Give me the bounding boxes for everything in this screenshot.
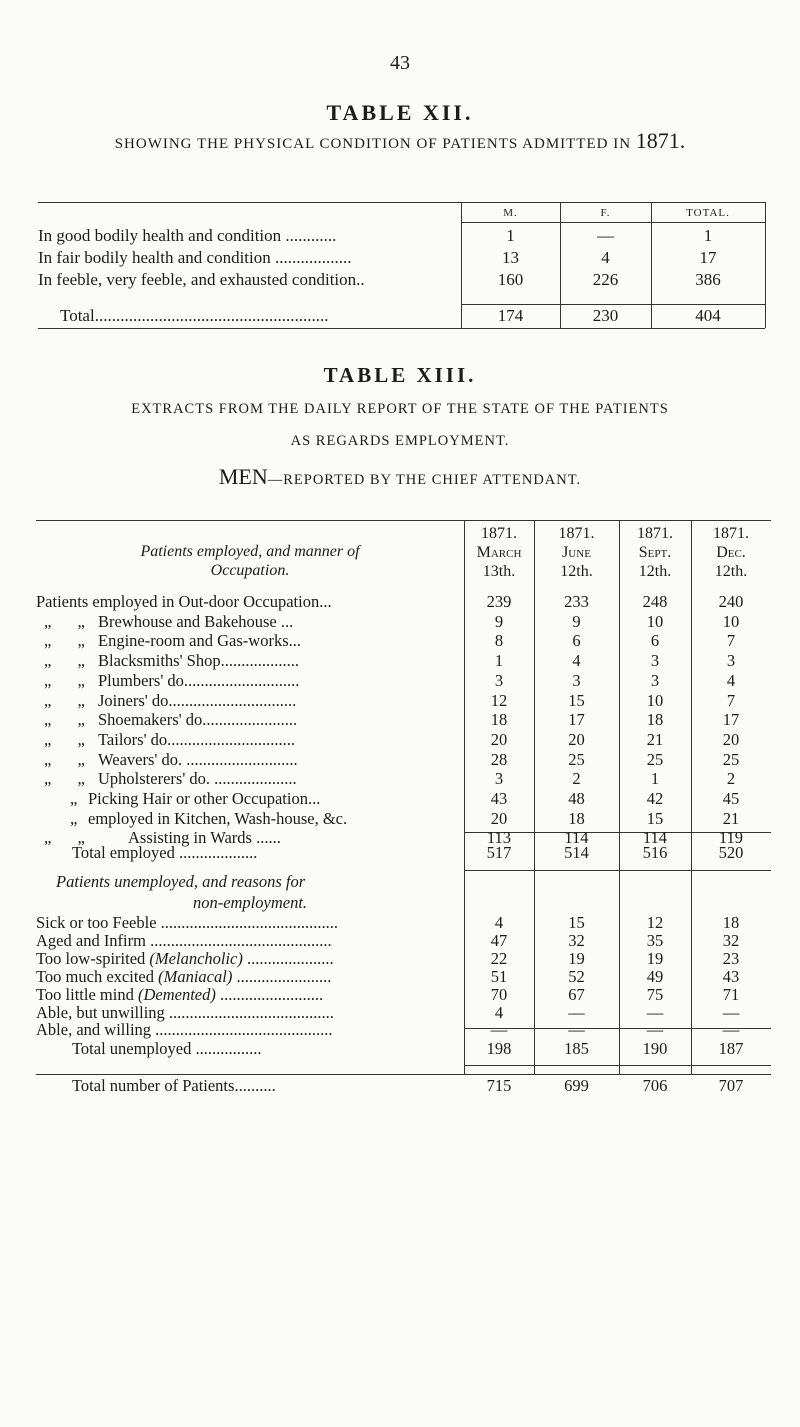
row-label: Picking Hair or other Occupation...	[88, 789, 321, 808]
table-xii-subtitle	[0, 128, 800, 154]
cell-june: 114	[564, 828, 589, 848]
col-day: 12th.	[560, 563, 593, 580]
cell-june: —	[568, 1002, 585, 1022]
cell-march: —	[490, 1020, 508, 1040]
col-june-header	[534, 524, 619, 581]
ditto-marks: „ „	[44, 710, 85, 730]
row-label: Aged and Infirm ............................................	[36, 930, 332, 950]
row-label: employed in Kitchen, Wash-house, &c.	[88, 808, 348, 828]
cell-dec: 45	[722, 789, 740, 808]
cell-june: 4	[572, 651, 581, 671]
col-month: Sept.	[638, 544, 672, 561]
cell-march: 239	[486, 592, 512, 611]
cell-sept: 49	[646, 966, 664, 986]
cell-march: 28	[490, 749, 508, 769]
cell-dec: 3	[726, 651, 736, 671]
ditto-marks: „ „	[44, 631, 85, 651]
unemployed-heading-2: non-employment.	[192, 893, 308, 912]
row-label: Able, but unwilling ........................................	[36, 1002, 334, 1022]
table-xii-subtitle-year: 1871.	[635, 128, 686, 153]
cell-march: 715	[486, 1076, 512, 1095]
cell-m: 1	[506, 226, 515, 245]
cell-dec: —	[722, 1020, 740, 1040]
cell-dec: 20	[722, 729, 740, 749]
cell-dec: 25	[722, 749, 740, 769]
cell-dec: 71	[722, 984, 740, 1004]
cell-m: 160	[497, 270, 524, 289]
cell-dec: 4	[726, 670, 736, 690]
cell-june: 25	[568, 749, 585, 769]
cell-sept: 3	[650, 670, 660, 690]
cell-sept: 21	[646, 729, 664, 749]
table-row	[38, 226, 765, 248]
cell-dec: 2	[726, 769, 736, 789]
cell-june: 3	[572, 670, 581, 690]
label-text: Too low-spirited	[36, 948, 150, 968]
cell-dec: 119	[718, 828, 744, 848]
total-employed-row	[36, 843, 771, 867]
ditto-marks: „	[70, 808, 78, 828]
label-leader: .........................	[215, 984, 324, 1004]
cell-march: 70	[490, 984, 508, 1004]
table-row	[38, 248, 765, 270]
ditto-marks: „ „	[44, 769, 85, 789]
cell-june: 185	[564, 1039, 589, 1058]
row-label: Tailors' do...............................	[98, 729, 296, 749]
cell-dec: 10	[722, 611, 740, 631]
header-occupation	[36, 542, 464, 580]
ditto-marks: „ „	[44, 828, 85, 848]
cell-sept: 114	[642, 828, 668, 848]
cell-june: 48	[568, 789, 585, 808]
label-text: Too little mind	[36, 984, 138, 1004]
col-sept-header	[619, 524, 691, 581]
row-label: Brewhouse and Bakehouse ...	[98, 611, 294, 631]
cell-m: 13	[502, 248, 519, 267]
cell-june: 15	[568, 690, 585, 710]
cell-june: 67	[568, 984, 585, 1004]
col-year: 1871.	[713, 525, 749, 542]
cell-sept: 25	[646, 749, 664, 769]
total-unemployed-row	[36, 1039, 771, 1063]
cell-dec: 32	[722, 930, 740, 950]
total-patients-label: Total number of Patients..........	[72, 1076, 276, 1095]
row-label: Engine-room and Gas-works...	[98, 631, 301, 651]
col-f-header: F.	[600, 207, 611, 219]
cell-sept: —	[646, 1002, 664, 1022]
cell-dec: 240	[718, 592, 744, 611]
label-leader: .....................	[242, 948, 334, 968]
row-label: In good bodily health and condition ............	[38, 226, 337, 245]
cell-march: 3	[494, 769, 504, 789]
ditto-marks: „ „	[44, 749, 85, 769]
col-day: 12th.	[714, 563, 748, 580]
cell-sept: 6	[650, 631, 660, 651]
cell-dec: 17	[722, 710, 740, 730]
cell-june: 32	[568, 930, 585, 950]
men-heading: MEN	[218, 464, 268, 489]
cell-total: 1	[703, 226, 713, 245]
cell-june: 18	[568, 808, 585, 828]
cell-total: 17	[699, 248, 717, 267]
col-march-header	[464, 524, 534, 581]
cell-sept: —	[646, 1020, 664, 1040]
cell-june: 15	[568, 913, 585, 932]
cell-sept: 75	[646, 984, 664, 1004]
col-month: June	[562, 544, 591, 561]
unemployed-heading-1: Patients unemployed, and reasons for	[56, 872, 306, 891]
cell-dec: 21	[722, 808, 740, 828]
cell-march: 113	[486, 828, 512, 848]
total-unemployed-label: Total unemployed ................	[72, 1039, 262, 1058]
cell-june: 20	[568, 729, 585, 749]
row-label: Shoemakers' do.......................	[98, 710, 298, 730]
reported-by: —REPORTED BY THE CHIEF ATTENDANT.	[267, 472, 582, 488]
cell-june: 514	[564, 843, 589, 862]
row-label: Upholsterers' do. ....................	[98, 769, 297, 789]
cell-sept: 19	[646, 948, 664, 968]
col-year: 1871.	[637, 525, 673, 542]
cell-march: 22	[490, 948, 508, 968]
cell-march: 517	[486, 843, 512, 862]
row-label: Weavers' do. ...........................	[98, 749, 298, 769]
cell-march: 20	[490, 729, 508, 749]
row-label: In feeble, very feeble, and exhausted condition..	[38, 270, 365, 289]
cell-m: 174	[497, 306, 524, 325]
table-row	[38, 270, 765, 292]
cell-june: 19	[568, 948, 585, 968]
cell-june: 17	[568, 710, 585, 730]
ditto-marks: „ „	[44, 690, 85, 710]
label-italic: (Maniacal)	[158, 966, 233, 986]
row-label: Able, and willing ...........................................	[36, 1020, 333, 1040]
cell-march: 12	[490, 690, 508, 710]
cell-june: —	[568, 1020, 585, 1040]
cell-sept: 190	[642, 1039, 668, 1058]
ditto-marks: „	[70, 789, 78, 808]
cell-dec: 7	[726, 690, 736, 710]
cell-march: 198	[486, 1039, 512, 1058]
cell-total: 404	[695, 306, 721, 325]
cell-sept: 10	[646, 690, 664, 710]
cell-dec: 7	[726, 631, 736, 651]
cell-total: 386	[695, 270, 721, 289]
ditto-marks: „ „	[44, 670, 85, 690]
cell-sept: 15	[646, 808, 664, 828]
col-year: 1871.	[481, 525, 517, 542]
cell-dec: 520	[718, 843, 744, 862]
cell-sept: 42	[646, 789, 664, 808]
col-day: 12th.	[638, 563, 672, 580]
col-month: March	[476, 544, 522, 561]
cell-march: 9	[494, 611, 504, 631]
row-label: Patients employed in Out-door Occupation...	[36, 592, 332, 611]
row-label: Joiners' do...............................	[98, 690, 297, 710]
cell-june: 9	[572, 611, 581, 631]
cell-march: 8	[494, 631, 504, 651]
cell-sept: 1	[650, 769, 660, 789]
table-xiii	[36, 520, 771, 1095]
cell-june: 2	[572, 769, 581, 789]
cell-f: 226	[592, 270, 619, 289]
table-xii	[38, 202, 765, 330]
cell-sept: 18	[646, 710, 664, 730]
cell-march: 20	[490, 808, 508, 828]
cell-f: —	[597, 226, 614, 245]
header-line-2: Occupation.	[210, 562, 290, 579]
cell-march: 51	[490, 966, 508, 986]
row-label: Assisting in Wards ......	[128, 828, 281, 848]
table-xiii-subtitle-3	[0, 464, 800, 490]
ditto-marks: „ „	[44, 729, 85, 749]
row-label: Plumbers' do............................	[98, 670, 300, 690]
total-employed-label: Total employed ...................	[72, 843, 258, 862]
total-label: Total.......................................................	[60, 306, 329, 325]
cell-dec: 23	[722, 948, 740, 968]
header-line-1: Patients employed, and manner of	[140, 543, 360, 560]
col-month: Dec.	[716, 544, 746, 561]
col-total-header: TOTAL.	[686, 207, 730, 219]
cell-f: 4	[601, 248, 610, 267]
table-xiii-subtitle-1: EXTRACTS FROM THE DAILY REPORT OF THE STATE OF THE PATIENTS	[131, 401, 669, 417]
cell-f: 230	[592, 306, 619, 325]
cell-march: 3	[494, 670, 504, 690]
page-number: 43	[390, 52, 410, 74]
table-xiii-subtitle-2: AS REGARDS EMPLOYMENT.	[290, 433, 510, 449]
cell-dec: 707	[718, 1076, 744, 1095]
cell-june: 52	[568, 966, 585, 986]
cell-june: 233	[564, 592, 589, 611]
cell-dec: 18	[722, 913, 740, 932]
row-label: Sick or too Feeble ...........................................	[36, 913, 339, 932]
row-label: Blacksmiths' Shop...................	[98, 651, 299, 671]
cell-sept: 516	[642, 843, 668, 862]
table-total-row	[38, 306, 765, 328]
cell-march: 47	[490, 930, 508, 950]
col-day: 13th.	[482, 563, 516, 580]
cell-june: 699	[564, 1076, 589, 1095]
ditto-marks: „ „	[44, 611, 85, 631]
cell-dec: 187	[718, 1039, 744, 1058]
label-leader: .......................	[232, 966, 332, 986]
col-m-header: M.	[503, 207, 518, 219]
col-dec-header	[691, 524, 771, 581]
cell-sept: 3	[650, 651, 660, 671]
cell-march: 43	[490, 789, 508, 808]
table-xiii-title: TABLE XIII.	[323, 363, 477, 387]
cell-march: 4	[494, 1002, 504, 1022]
cell-sept: 706	[642, 1076, 668, 1095]
cell-march: 4	[494, 913, 504, 932]
ditto-marks: „ „	[44, 651, 85, 671]
cell-dec: 43	[722, 966, 740, 986]
cell-sept: 10	[646, 611, 664, 631]
total-patients-row	[36, 1076, 771, 1100]
cell-march: 18	[490, 710, 508, 730]
cell-sept: 248	[642, 592, 668, 611]
cell-march: 1	[494, 651, 504, 671]
row-label: In fair bodily health and condition ..................	[38, 248, 352, 267]
col-year: 1871.	[558, 525, 595, 542]
cell-sept: 35	[646, 930, 664, 950]
table-xii-title: TABLE XII.	[326, 100, 474, 125]
cell-june: 6	[572, 631, 581, 651]
cell-sept: 12	[646, 913, 664, 932]
cell-dec: —	[722, 1002, 740, 1022]
table-xii-subtitle-text: SHOWING THE PHYSICAL CONDITION OF PATIENTS ADMITTED IN	[114, 136, 632, 152]
label-text: Too much excited	[36, 966, 159, 986]
label-italic: (Melancholic)	[149, 948, 243, 968]
label-italic: (Demented)	[137, 984, 216, 1004]
